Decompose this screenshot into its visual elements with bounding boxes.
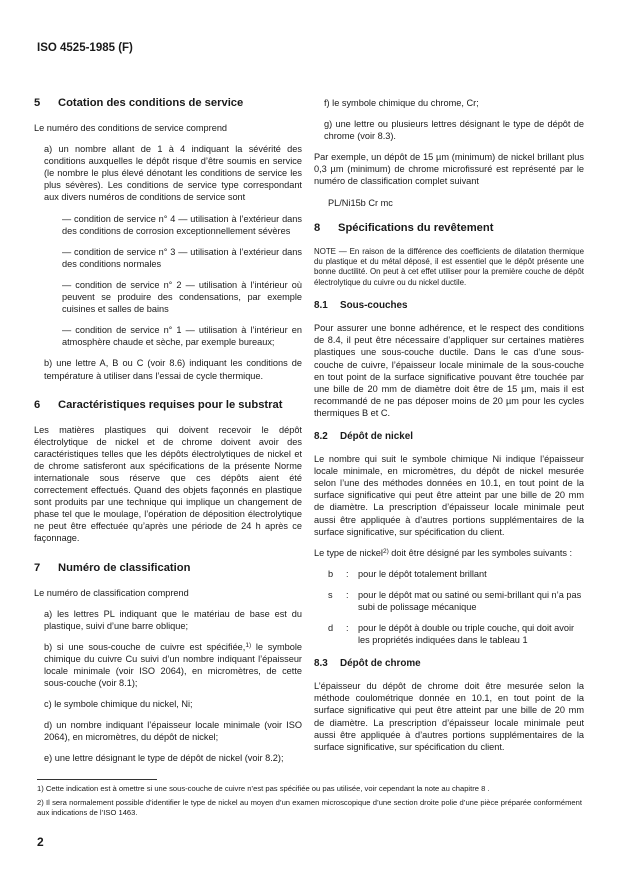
section-8-1-text: Pour assurer une bonne adhérence, et le respect des conditions de 8.4, il peut être nécessaire d’appliquer sur certaines matières plastiques une sous-couche ductile. Dans le cas d’une sous-couche de cuivre, l’épaisseur locale minimale de la sous-couche en tout point de la surface significative pouvant être touchée par une bille de 20 mm de diamètre doit être de 15 µm, mais il est recommandé de ne pas déposer moins de 20 µm pour les cycles thermiques B et C.	[314, 323, 584, 418]
definition-row-d	[314, 622, 584, 646]
footnote-divider	[37, 779, 157, 780]
section-8-3-text: L’épaisseur du dépôt de chrome doit être mesurée selon la méthode coulométrique donnée en 10.1, en tout point de la surface significative qui peut être atteint par une bille de 20 mm de diamètre. La prescription d’épaisseur locale minimale peut aussi être appliquée à d’autres portions supplémentaires de la surface significative, sur spécification du client.	[314, 681, 584, 752]
section-6-text: Les matières plastiques qui doivent recevoir le dépôt électrolytique de nickel et de chrome doivent avoir des caractéristiques telles que les dépôts électrolytiques de nickel et de chrome satisferont aux spécifications de la présente Norme internationale sous réserve que ces dépôts aient été correctement effectués. Quand des objets façonnés en plastique sont produits par une technique qui implique un changement de phase tel que le moulage, l’opération de déposition électrolytique ne peut être effectuée qu’après une période de 24 h après ce façonnage.	[34, 424, 302, 544]
footnote-ref-2: 2)	[382, 547, 389, 555]
right-column	[314, 97, 584, 762]
footnote-ref-1: 1)	[245, 641, 252, 649]
footnote-1: 1) Cette indication est à omettre si une sous-couche de cuivre n’est pas spécifiée ou pas utilisée, voir cependant la note au chapitre 8 .	[37, 784, 490, 793]
service-condition-3: — condition de service n° 3 — utilisation à l’extérieur dans des conditions normales	[62, 246, 302, 269]
footnotes	[37, 784, 582, 822]
left-column	[34, 96, 302, 774]
footnote-2: 2) Il sera normalement possible d’identifier le type de nickel au moyen d’un examen microscopique d’une section droite polie d’une pièce préparée conformément aux indications de l’ISO 1463.	[37, 798, 582, 817]
definition-key: b	[328, 568, 334, 579]
definition-value: pour le dépôt totalement brillant	[358, 568, 487, 579]
definition-row-b	[314, 568, 584, 580]
section-5-heading: 5 Cotation des conditions de service	[34, 97, 244, 109]
definition-key: s	[328, 589, 333, 600]
definition-row-s	[314, 589, 584, 613]
section-8-2-heading: 8.2 Dépôt de nickel	[314, 431, 413, 443]
document-reference: ISO 4525-1985 (F)	[37, 42, 133, 54]
section-7-item-c: c) le symbole chimique du nickel, Ni;	[44, 699, 193, 710]
section-7-item-d: d) un nombre indiquant l’épaisseur locale minimale (voir ISO 2064), en micromètres, du dépôt de nickel;	[44, 720, 302, 743]
section-7-item-a: a) les lettres PL indiquant que le matériau de base est du plastique, suivi d’une barre oblique;	[44, 608, 302, 631]
classification-formula: PL/Ni15b Cr mc	[328, 197, 393, 208]
definition-value: pour le dépôt mat ou satiné ou semi-brillant qui n’a pas subi de polissage mécanique	[358, 589, 582, 612]
definition-colon: :	[346, 589, 349, 600]
section-7-intro: Le numéro de classification comprend	[34, 587, 189, 598]
nickel-type-definitions	[314, 568, 584, 646]
section-5-item-a: a) un nombre allant de 1 à 4 indiquant la sévérité des conditions auxquelles le dépôt risque d’être soumis en service (le nombre le plus élevé dénotant les conditions de service les plus sévères). Les conditions de service type correspondant aux divers numéros de conditions de service sont	[44, 144, 302, 203]
classification-example: Par exemple, un dépôt de 15 µm (minimum) de nickel brillant plus 0,3 µm (minimum) de chrome microfissuré est représenté par le numéro de classification complet suivant	[314, 152, 584, 187]
section-8-heading: 8 Spécifications du revêtement	[314, 221, 494, 234]
definition-colon: :	[346, 568, 349, 579]
section-7-item-g: g) une lettre ou plusieurs lettres désignant le type de dépôt de chrome (voir 8.3).	[324, 119, 584, 142]
nickel-type-intro: Le type de nickel$^{2)}$ doit être désigné par les symboles suivants :	[314, 547, 573, 558]
section-8-note: NOTE — En raison de la différence des coefficients de dilatation thermique du plastique et du métal déposé, il est essentiel que le dépôt présente une bonne ductilité. On peut à cet effet utiliser pour la première couche de dépôt électrolytique du cuivre ou du nickel ductile.	[314, 246, 584, 287]
page-number: 2	[37, 835, 44, 849]
section-7-item-f: f) le symbole chimique du chrome, Cr;	[324, 98, 479, 108]
service-condition-2: — condition de service n° 2 — utilisation à l’intérieur où peuvent se produire des condensations, par exemple cuisines et salles de bains	[62, 279, 302, 315]
section-8-2-text: Le nombre qui suit le symbole chimique Ni indique l’épaisseur locale minimale, en micromètres, du dépôt de nickel mesurée selon l’une des méthodes données en 10.1, en tout point de la surface significative qui peut être atteint par une bille de 20 mm de diamètre. La prescription d’épaisseur locale minimale peut aussi être appliquée à d’autres portions supplémentaires de la surface significative, sur spécification du client.	[314, 454, 584, 537]
section-6-heading: 6 Caractéristiques requises pour le substrat	[34, 398, 283, 411]
section-8-3-heading: 8.3 Dépôt de chrome	[314, 658, 421, 670]
section-7-item-e: e) une lettre désignant le type de dépôt de nickel (voir 8.2);	[44, 753, 284, 764]
service-condition-4: — condition de service n° 4 — utilisation à l’extérieur dans des conditions de corrosion exceptionnellement sévères	[62, 213, 302, 236]
definition-key: d	[328, 623, 334, 634]
section-8-1-heading: 8.1 Sous-couches	[314, 300, 408, 312]
definition-value: pour le dépôt à double ou triple couche, qui doit avoir les propriétés indiquées dans le tableau 1	[358, 623, 575, 646]
service-condition-1: — condition de service n° 1 — utilisation à l’intérieur en atmosphère chaude et sèche, par exemple bureaux;	[62, 325, 302, 348]
section-5-intro: Le numéro des conditions de service comprend	[34, 123, 228, 133]
section-7-heading: 7 Numéro de classification	[34, 561, 191, 574]
section-5-item-b: b) une lettre A, B ou C (voir 8.6) indiquant les conditions de température à utiliser dans l’essai de cycle thermique.	[44, 358, 302, 381]
definition-colon: :	[346, 623, 349, 634]
section-7-item-b: b) si une sous-couche de cuivre est spécifiée,$^{1)}$ le symbole chimique du cuivre Cu suivi d’un nombre indiquant l’épaisseur locale minimale (voir ISO 2064), en micromètres, de cette sous-couche (voir 8.1);	[44, 641, 303, 689]
